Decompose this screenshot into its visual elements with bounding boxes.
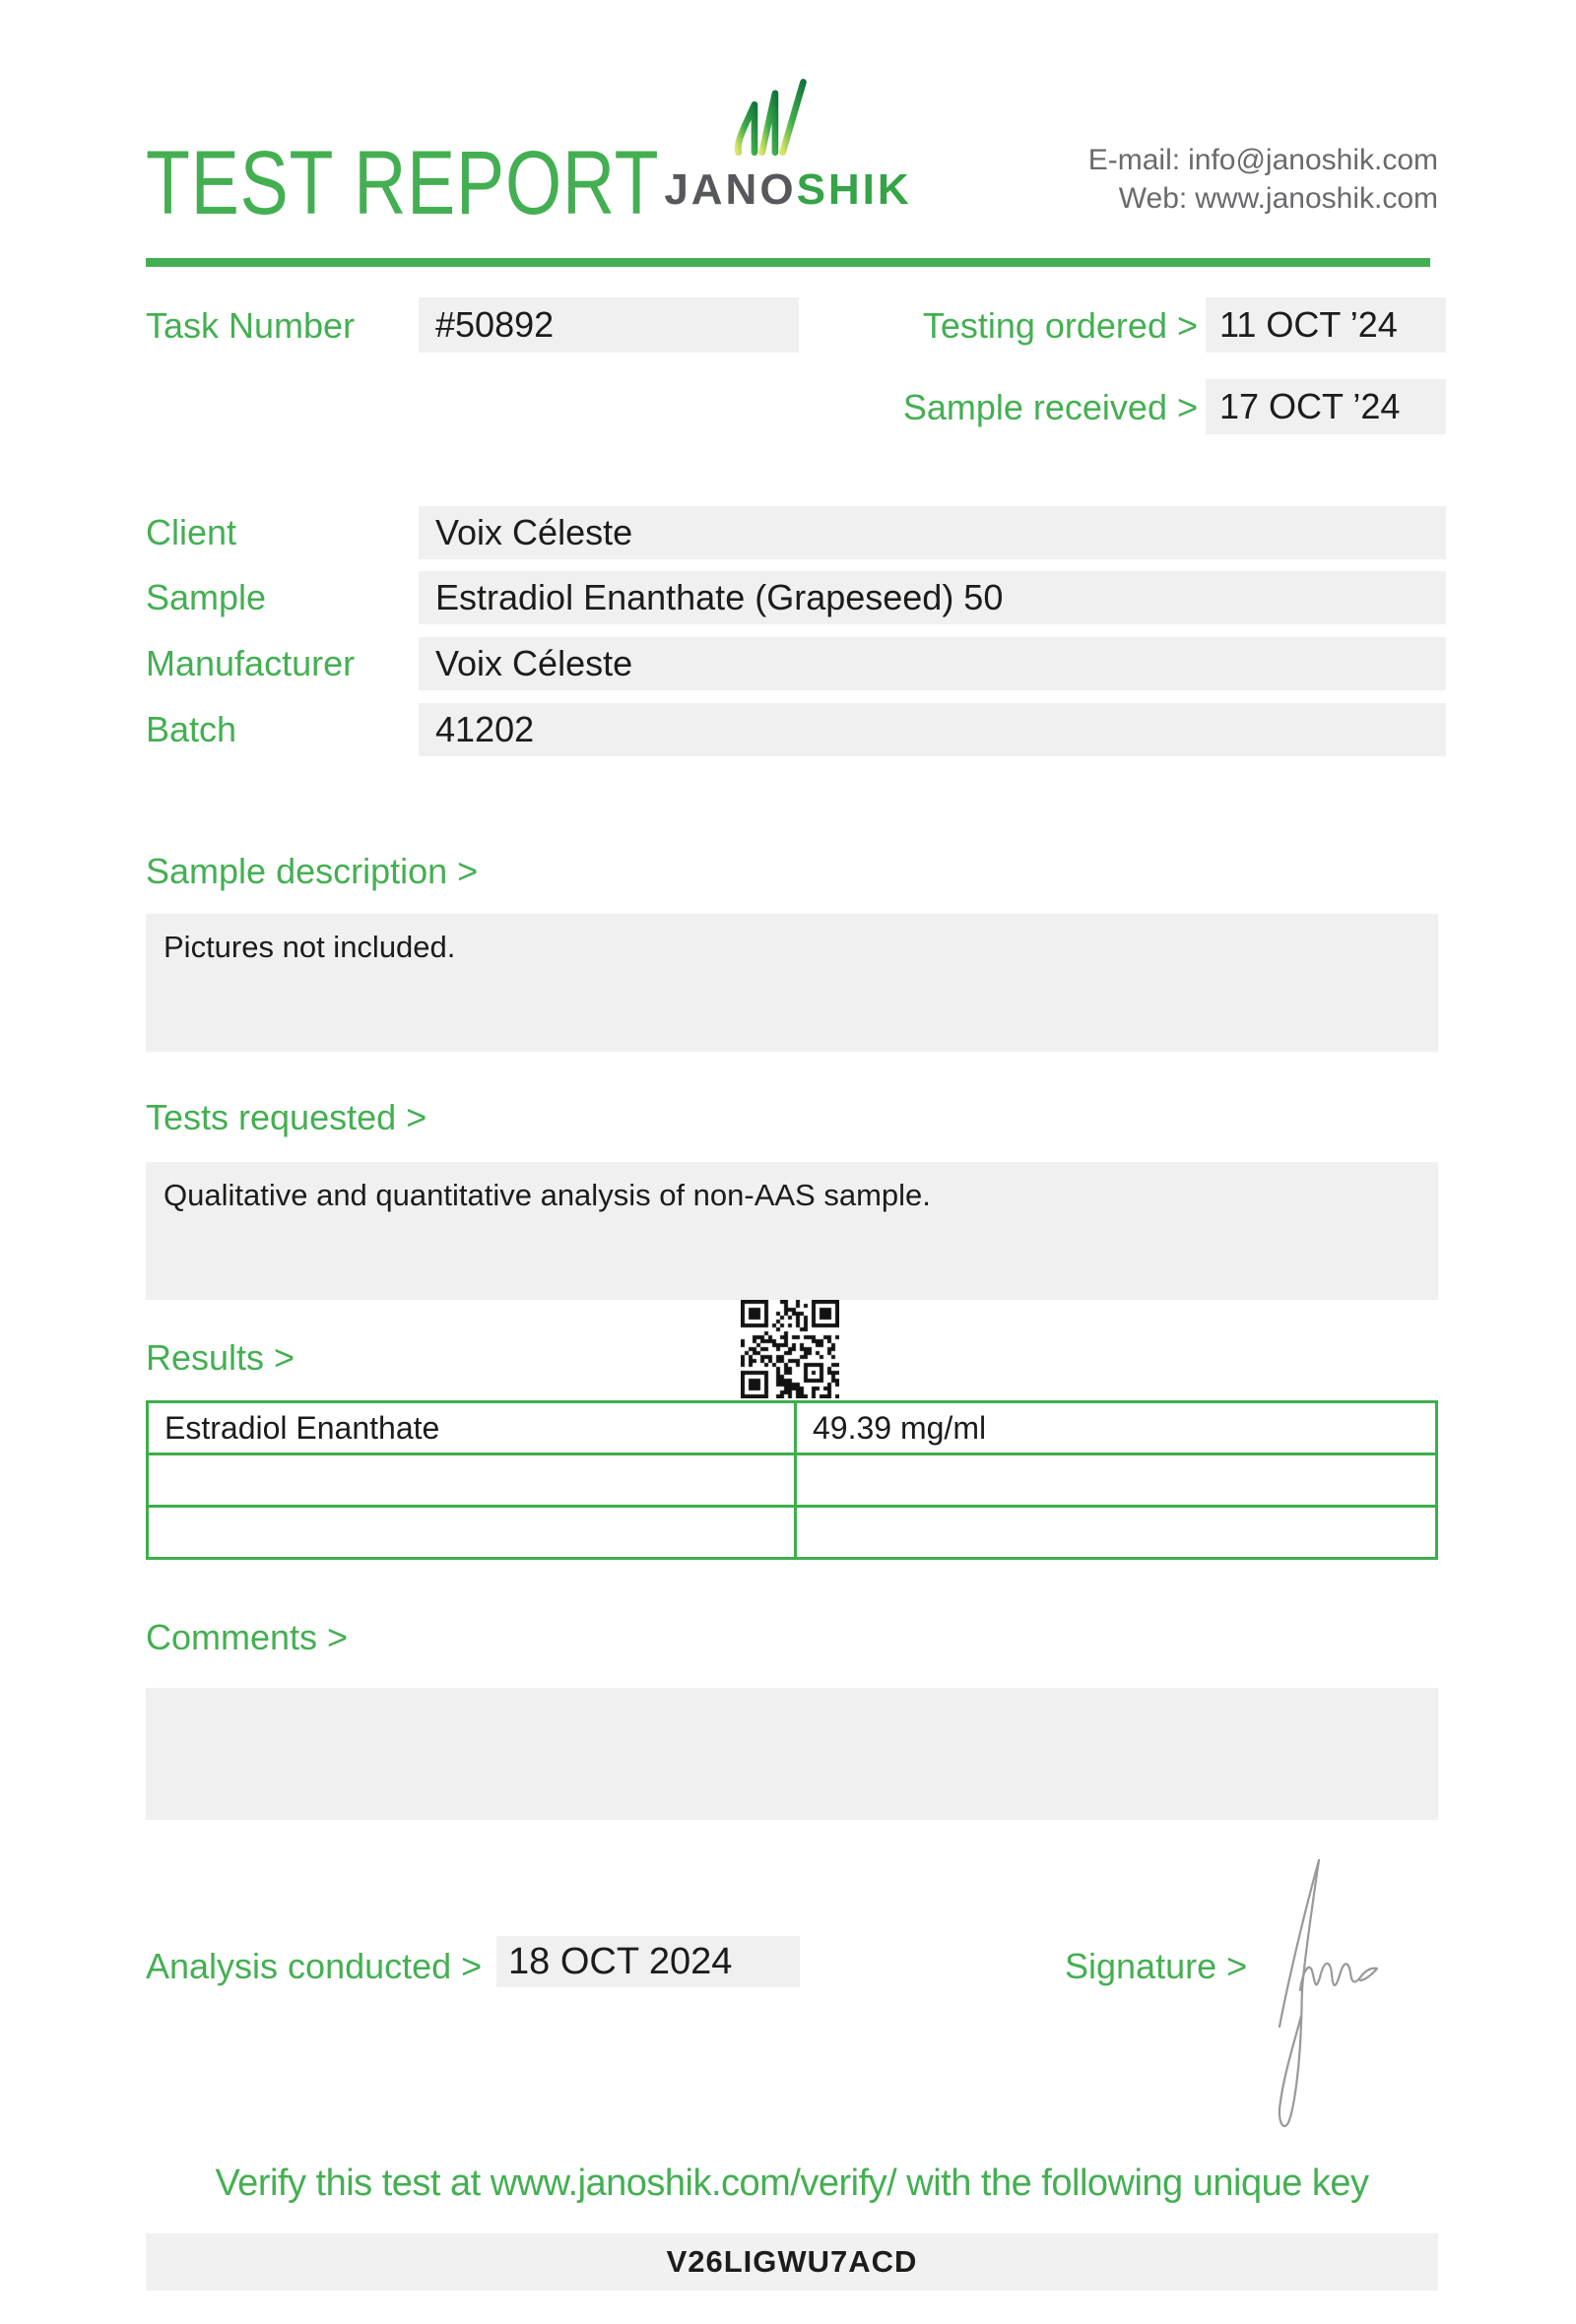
tests-requested-text: Qualitative and quantitative analysis of non-AAS sample. (164, 1178, 931, 1212)
client-value: Voix Céleste (435, 512, 633, 552)
client-value-box (419, 506, 1446, 559)
sample-received-box (1206, 379, 1446, 434)
testing-ordered-label: Testing ordered > (922, 305, 1198, 346)
sample-description-heading: Sample description > (146, 851, 479, 891)
results-table (146, 1400, 1438, 1560)
results-analyte-cell (149, 1455, 794, 1505)
verify-instruction: Verify this test at www.janoshik.com/verify/ with the following unique key (215, 2163, 1369, 2204)
email-label: E-mail: (1087, 144, 1181, 176)
testing-ordered-box (1206, 297, 1446, 353)
qr-code (741, 1300, 839, 1398)
manufacturer-value-box (419, 637, 1446, 690)
email-value: info@janoshik.com (1188, 144, 1438, 176)
manufacturer-label: Manufacturer (146, 643, 356, 683)
sample-value: Estradiol Enanthate (Grapeseed) 50 (435, 577, 1004, 617)
results-value-cell: 49.39 mg/ml (797, 1403, 1435, 1452)
sample-value-box (419, 571, 1446, 624)
janoshik-logo-icon (734, 77, 832, 161)
comments-text (146, 1688, 1438, 1717)
results-heading: Results > (146, 1337, 296, 1378)
contact-email-line (1088, 141, 1438, 179)
analysis-conducted-label: Analysis conducted > (146, 1946, 483, 1986)
tests-requested-heading: Tests requested > (146, 1097, 427, 1137)
task-number-label: Task Number (146, 305, 356, 346)
results-value-cell (797, 1508, 1435, 1557)
unique-key-value: V26LIGWU7ACD (666, 2244, 918, 2279)
contact-web-line (1088, 179, 1438, 218)
batch-label: Batch (146, 709, 237, 749)
results-value-cell (797, 1455, 1435, 1505)
batch-value-box (419, 703, 1446, 756)
testing-ordered-value: 11 OCT ’24 (1219, 304, 1398, 345)
janoshik-wordmark (640, 165, 936, 215)
task-number-box (419, 297, 799, 353)
tests-requested-box (146, 1162, 1438, 1300)
task-number-value: #50892 (435, 304, 555, 345)
comments-box (146, 1688, 1438, 1820)
results-analyte-cell (149, 1508, 794, 1557)
signature-image (1261, 1810, 1478, 2145)
signature-label: Signature > (1065, 1946, 1248, 1986)
page-title: TEST REPORT (146, 133, 660, 233)
sample-received-label: Sample received > (902, 387, 1198, 427)
sample-received-value: 17 OCT ’24 (1219, 386, 1401, 426)
analysis-date-value: 18 OCT 2024 (508, 1941, 733, 1982)
sample-description-text: Pictures not included. (164, 930, 456, 964)
analysis-date-box (496, 1936, 800, 1987)
web-value: www.janoshik.com (1195, 182, 1438, 215)
sample-description-box (146, 914, 1438, 1052)
wordmark-secondary: SHIK (796, 165, 912, 214)
header-divider (146, 258, 1430, 267)
comments-heading: Comments > (146, 1617, 349, 1657)
unique-key-box (146, 2233, 1438, 2291)
batch-value: 41202 (435, 709, 535, 749)
sample-label: Sample (146, 577, 267, 617)
web-label: Web: (1118, 182, 1188, 215)
contact-block (1088, 141, 1438, 218)
client-label: Client (146, 512, 237, 552)
results-analyte-cell: Estradiol Enanthate (149, 1403, 794, 1452)
manufacturer-value: Voix Céleste (435, 643, 633, 683)
wordmark-primary: JANO (664, 165, 797, 214)
